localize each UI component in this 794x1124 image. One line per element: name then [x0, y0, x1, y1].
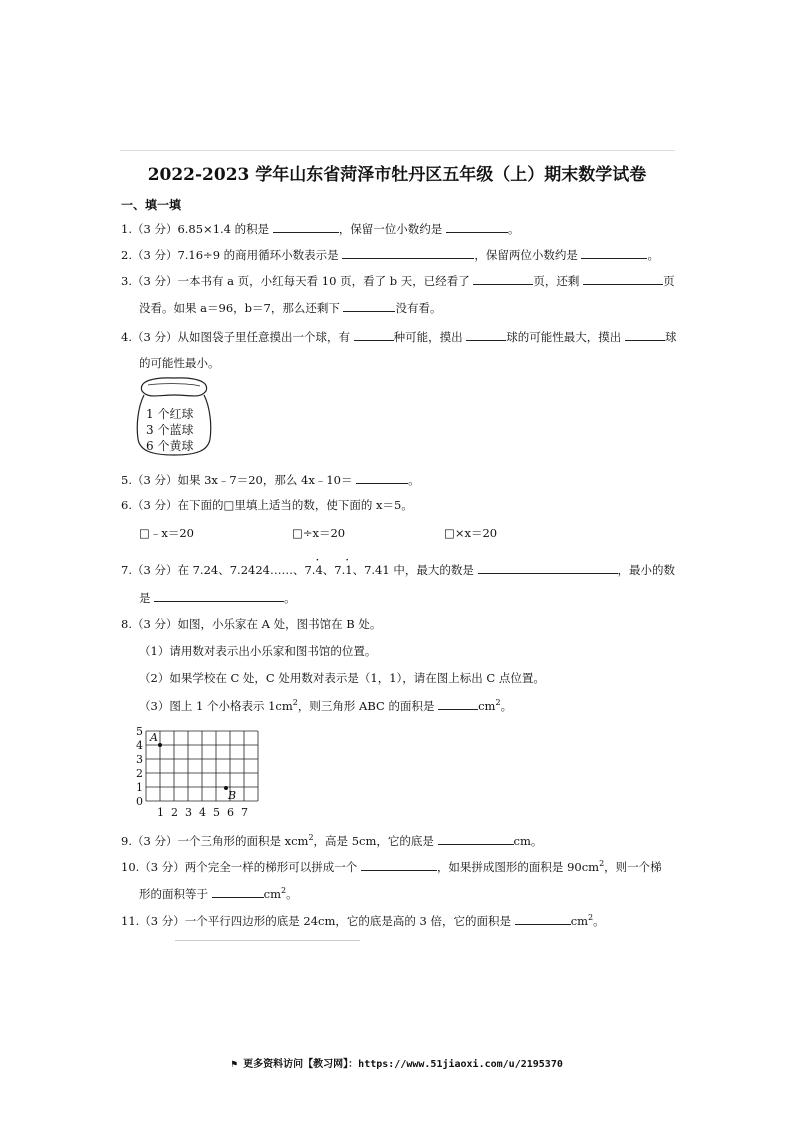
point-a-label: A — [150, 731, 158, 744]
question-5: 5.（3 分）如果 3x﹣7＝20，那么 4x﹣10＝ 。 — [121, 473, 420, 487]
page-title: 2022-2023 学年山东省菏泽市牡丹区五年级（上）期末数学试卷 — [147, 165, 647, 185]
answer-blank[interactable] — [361, 858, 437, 871]
x-tick: 1 — [157, 806, 164, 819]
question-11: 11.（3 分）一个平行四边形的底是 24cm，它的底是高的 3 倍，它的面积是 $cm^2$。 — [121, 913, 605, 928]
answer-blank[interactable] — [625, 328, 665, 341]
question-8: 8.（3 分）如图，小乐家在 A 处，图书馆在 B 处。 — [121, 617, 382, 631]
question-10: 10.（3 分）两个完全一样的梯形可以拼成一个 ，如果拼成图形的面积是 $90cm^2$，则一个梯 — [121, 859, 662, 874]
coordinate-grid — [134, 725, 274, 820]
y-tick: 0 — [136, 795, 143, 808]
point-b — [224, 786, 228, 790]
equation-1: □﹣x＝20 — [139, 526, 194, 540]
question-6: 6.（3 分）在下面的□里填上适当的数，使下面的 x＝5。 — [121, 498, 413, 512]
answer-blank[interactable] — [478, 561, 618, 574]
answer-blank[interactable] — [356, 471, 408, 484]
answer-blank[interactable] — [342, 246, 474, 259]
y-tick: 4 — [136, 739, 143, 752]
x-tick: 3 — [185, 806, 192, 819]
equation-2: □÷x＝20 — [292, 526, 346, 540]
y-tick: 1 — [136, 781, 143, 794]
question-8-part-2: （2）如果学校在 C 处，C 处用数对表示是（1，1），请在图上标出 C 点位置。 — [139, 671, 545, 685]
bag-item-blue: 3 个蓝球 — [146, 423, 194, 437]
question-8-part-3: （3）图上 1 个小格表示 $1cm^2$，则三角形 ABC 的面积是 $cm^2$。 — [139, 698, 513, 713]
answer-blank[interactable] — [515, 912, 571, 925]
answer-blank[interactable] — [154, 589, 284, 602]
y-tick: 5 — [136, 725, 143, 738]
bag-item-red: 1 个红球 — [146, 407, 194, 421]
y-tick: 2 — [136, 767, 143, 780]
repeating-digit: · 1 — [345, 563, 352, 577]
answer-blank[interactable] — [354, 328, 394, 341]
x-tick: 7 — [241, 806, 248, 819]
question-2: 2.（3 分）7.16÷9 的商用循环小数表示是 ，保留两位小数约是 。 — [121, 248, 659, 262]
point-b-label: B — [228, 789, 237, 802]
answer-blank[interactable] — [438, 832, 514, 845]
x-tick: 4 — [199, 806, 206, 819]
answer-blank[interactable] — [583, 272, 663, 285]
question-4: 4.（3 分）从如图袋子里任意摸出一个球，有 种可能，摸出 球的可能性最大，摸出 球 — [121, 330, 677, 344]
question-1: 1.（3 分）6.85×1.4 的积是 ，保留一位小数约是 。 — [121, 222, 520, 236]
question-3-line2: 没看。如果 a＝96，b＝7，那么还剩下 没有看。 — [139, 301, 442, 315]
y-tick: 3 — [136, 753, 143, 766]
point-a — [158, 743, 162, 747]
bottom-divider — [175, 940, 360, 941]
answer-blank[interactable] — [581, 246, 647, 259]
answer-blank[interactable] — [466, 328, 506, 341]
section-heading: 一、填一填 — [121, 198, 182, 212]
answer-blank[interactable] — [212, 885, 264, 898]
question-8-part-1: （1）请用数对表示出小乐家和图书馆的位置。 — [139, 644, 377, 658]
question-4-line2: 的可能性最小。 — [139, 356, 220, 370]
answer-blank[interactable] — [473, 272, 533, 285]
x-tick: 5 — [213, 806, 220, 819]
answer-blank[interactable] — [273, 220, 339, 233]
top-divider — [120, 150, 675, 151]
question-7: 7.（3 分）在 7.24、7.2424……、7.· 4、7.· 1、7.41 中，最大的数是 ，最小的数 — [121, 561, 675, 578]
footer-link[interactable]: ⚑ 更多资料访问【教习网】：https://www.51jiaoxi.com/u/2195370 — [231, 1059, 563, 1070]
question-10-line2: 形的面积等于 $cm^2$。 — [139, 886, 298, 901]
flag-icon: ⚑ — [231, 1059, 244, 1070]
repeating-digit: · 4 — [315, 563, 322, 577]
question-7-line2: 是 。 — [139, 591, 296, 605]
equation-3: □×x＝20 — [444, 526, 498, 540]
x-tick: 2 — [171, 806, 178, 819]
bag-item-yellow: 6 个黄球 — [146, 439, 194, 453]
answer-blank[interactable] — [446, 220, 508, 233]
answer-blank[interactable] — [343, 299, 395, 312]
question-9: 9.（3 分）一个三角形的面积是 xcm$^2$，高是 5cm，它的底是 cm。 — [121, 833, 543, 848]
question-3: 3.（3 分）一本书有 a 页，小红每天看 10 页，看了 b 天，已经看了 页，还剩 页 — [121, 274, 675, 288]
x-tick: 6 — [227, 806, 234, 819]
answer-blank[interactable] — [438, 697, 478, 710]
